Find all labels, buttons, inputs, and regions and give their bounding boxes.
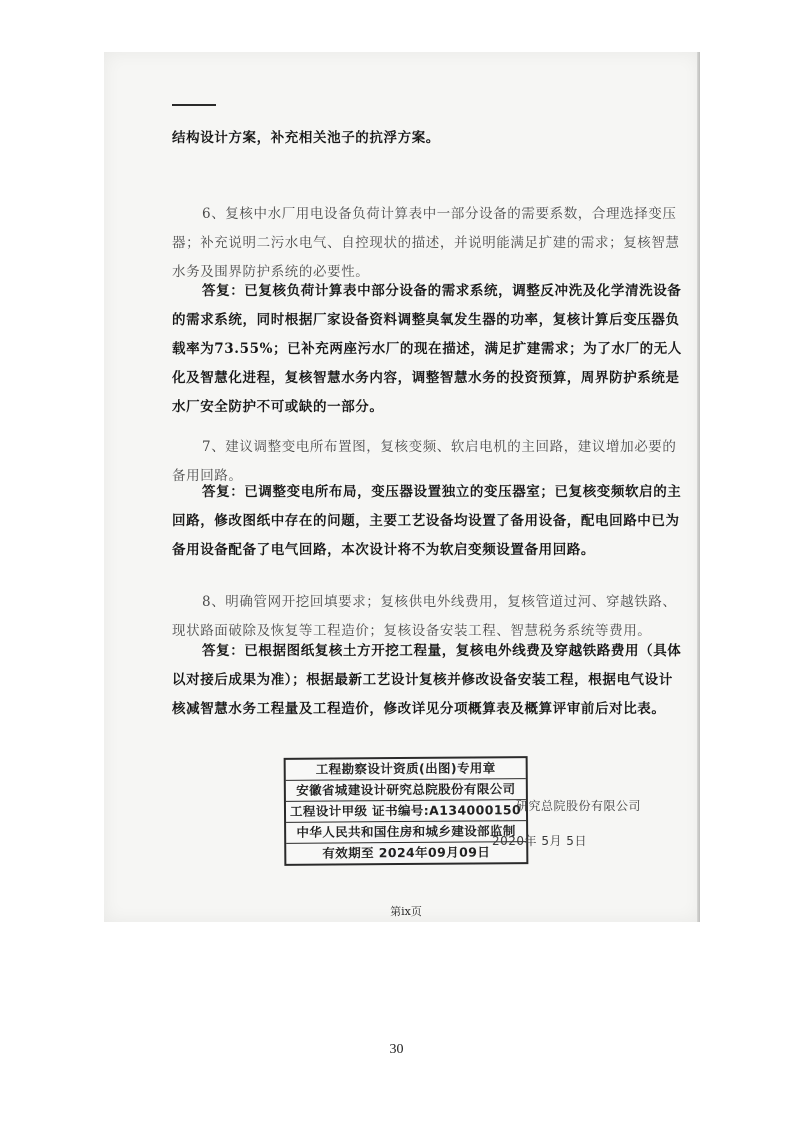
- paragraph-structure-scheme: 结构设计方案，补充相关池子的抗浮方案。: [172, 130, 440, 146]
- scanned-page: [104, 52, 700, 922]
- issue-date: 2020年 5月 5日: [492, 834, 587, 848]
- paragraph-item-8: 8、明确管网开挖回填要求；复核供电外线费用，复核管道过河、穿越铁路、现状路面破除及恢复等工程造价；复核设备安装工程、智慧税务系统等费用。: [172, 594, 677, 639]
- top-rule: [172, 104, 216, 106]
- issuer-name: 研究总院股份有限公司: [516, 799, 642, 813]
- paragraph-item-7: 7、建议调整变电所布置图，复核变频、软启电机的主回路，建议增加必要的备用回路。: [172, 439, 677, 484]
- paragraph-reply-8: 答复：已根据图纸复核土方开挖工程量，复核电外线费及穿越铁路费用（具体以对接后成果为准）；根据最新工艺设计复核并修改设备安装工程，根据电气设计核减智慧水务工程量及工程造价，修改详见分项概算表及概算评审前后对比表。: [172, 643, 682, 717]
- paragraph-reply-7: 答复：已调整变电所布局，变压器设置独立的变压器室；已复核变频软启的主回路，修改图纸中存在的问题，主要工艺设备均设置了备用设备，配电回路中已为备用设备配备了电气回路，本次设计将不为软启变频设置备用回路。: [172, 484, 682, 558]
- paragraph-reply-6: 答复：已复核负荷计算表中部分设备的需求系统，调整反冲洗及化学清洗设备的需求系统，同时根据厂家设备资料调整臭氧发生器的功率，复核计算后变压器负载率为73.55%；已补充两座污水厂的现在描述，满足扩建需求；为了水厂的无人化及智慧化进程，复核智慧水务内容，调整智慧水务的投资预算，周界防护系统是水厂安全防护不可或缺的一部分。: [172, 283, 682, 415]
- stamp-validity: 有效期至 2024年09月09日: [322, 844, 491, 861]
- stamp-title: 工程勘察设计资质(出图)专用章: [286, 758, 526, 781]
- page-number: 30: [389, 1042, 404, 1057]
- paragraph-item-6: 6、复核中水厂用电设备负荷计算表中一部分设备的需要系数，合理选择变压器；补充说明二污水电气、自控现状的描述，并说明能满足扩建的需求；复核智慧水务及围界防护系统的必要性。: [172, 206, 680, 280]
- inner-page-label: 第ix页: [390, 905, 422, 918]
- stamp-certificate: 工程设计甲级 证书编号:A134000150: [286, 800, 526, 823]
- scan-edge: [697, 52, 700, 922]
- qualification-stamp: [284, 756, 529, 866]
- stamp-authority: 中华人民共和国住房和城乡建设部监制: [286, 821, 526, 844]
- stamp-company: 安徽省城建设计研究总院股份有限公司: [286, 779, 526, 802]
